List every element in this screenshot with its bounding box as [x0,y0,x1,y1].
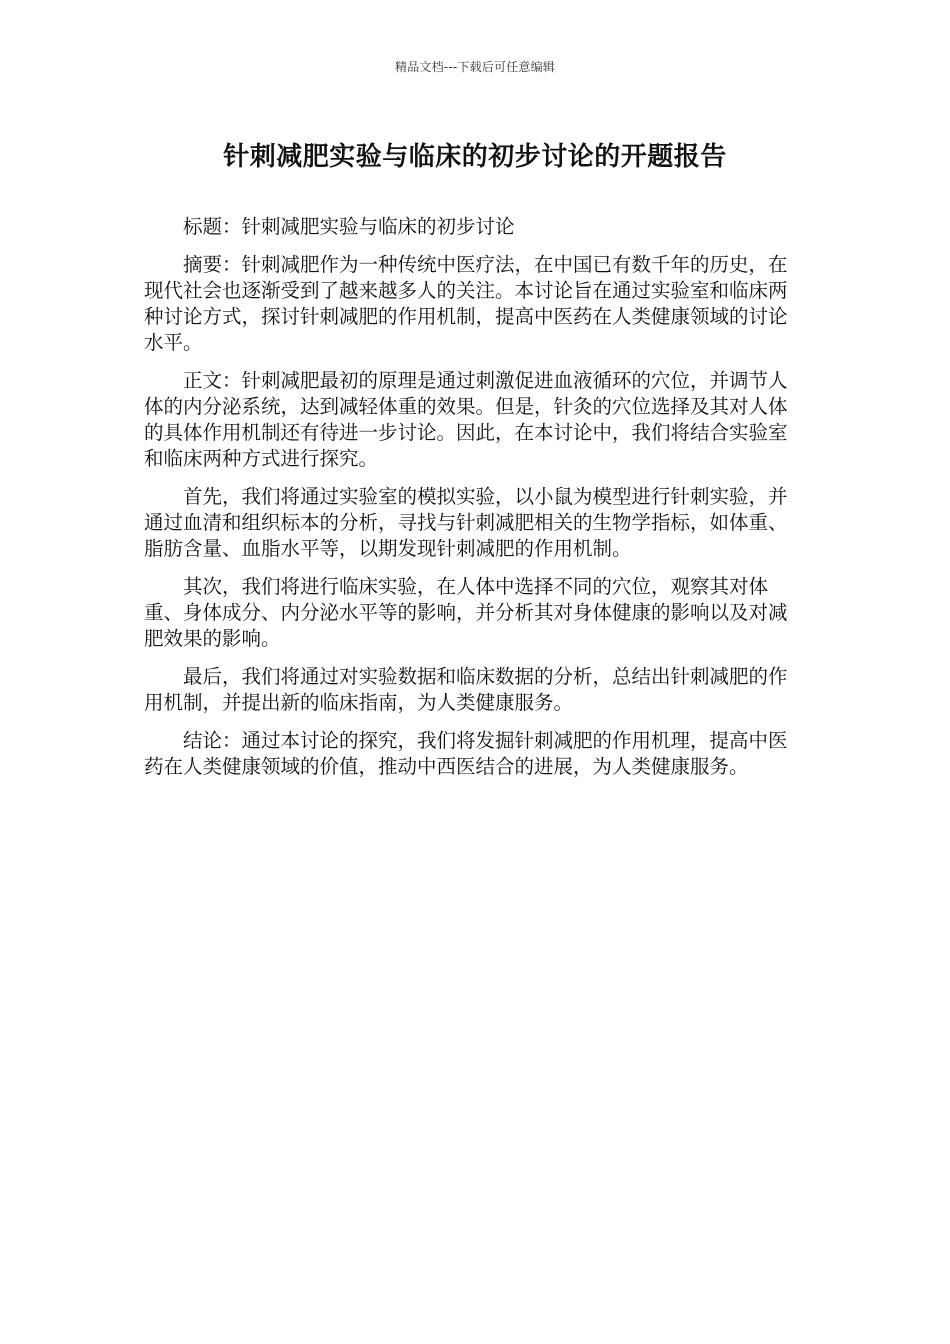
paragraph-conclusion: 结论：通过本讨论的探究，我们将发掘针刺减肥的作用机理，提高中医药在人类健康领域的价值，推动中西医结合的进展，为人类健康服务。 [144,729,788,778]
document-body [144,214,794,792]
document-title: 针刺减肥实验与临床的初步讨论的开题报告 [223,142,727,172]
paragraph-finally: 最后，我们将通过对实验数据和临床数据的分析，总结出针刺减肥的作用机制，并提出新的临床指南，为人类健康服务。 [144,665,788,714]
paragraph-main-text: 正文：针刺减肥最初的原理是通过刺激促进血液循环的穴位，并调节人体的内分泌系统，达到减轻体重的效果。但是，针灸的穴位选择及其对人体的具体作用机制还有待进一步讨论。因此，在本讨论中，我们将结合实验室和临床两种方式进行探究。 [144,369,788,470]
paragraph-abstract: 摘要：针刺减肥作为一种传统中医疗法，在中国已有数千年的历史，在现代社会也逐渐受到了越来越多人的关注。本讨论旨在通过实验室和临床两种讨论方式，探讨针刺减肥的作用机制，提高中医药在人类健康领域的讨论水平。 [144,253,788,354]
header-note: 精品文档---下载后可任意编辑 [395,60,555,74]
paragraph-first: 首先，我们将通过实验室的模拟实验，以小鼠为模型进行针刺实验，并通过血清和组织标本的分析，寻找与针刺减肥相关的生物学指标，如体重、脂肪含量、血脂水平等，以期发现针刺减肥的作用机制。 [144,485,788,560]
paragraph-second: 其次，我们将进行临床实验，在人体中选择不同的穴位，观察其对体重、身体成分、内分泌水平等的影响，并分析其对身体健康的影响以及对减肥效果的影响。 [144,575,788,650]
paragraph-heading: 标题：针刺减肥实验与临床的初步讨论 [183,215,515,238]
